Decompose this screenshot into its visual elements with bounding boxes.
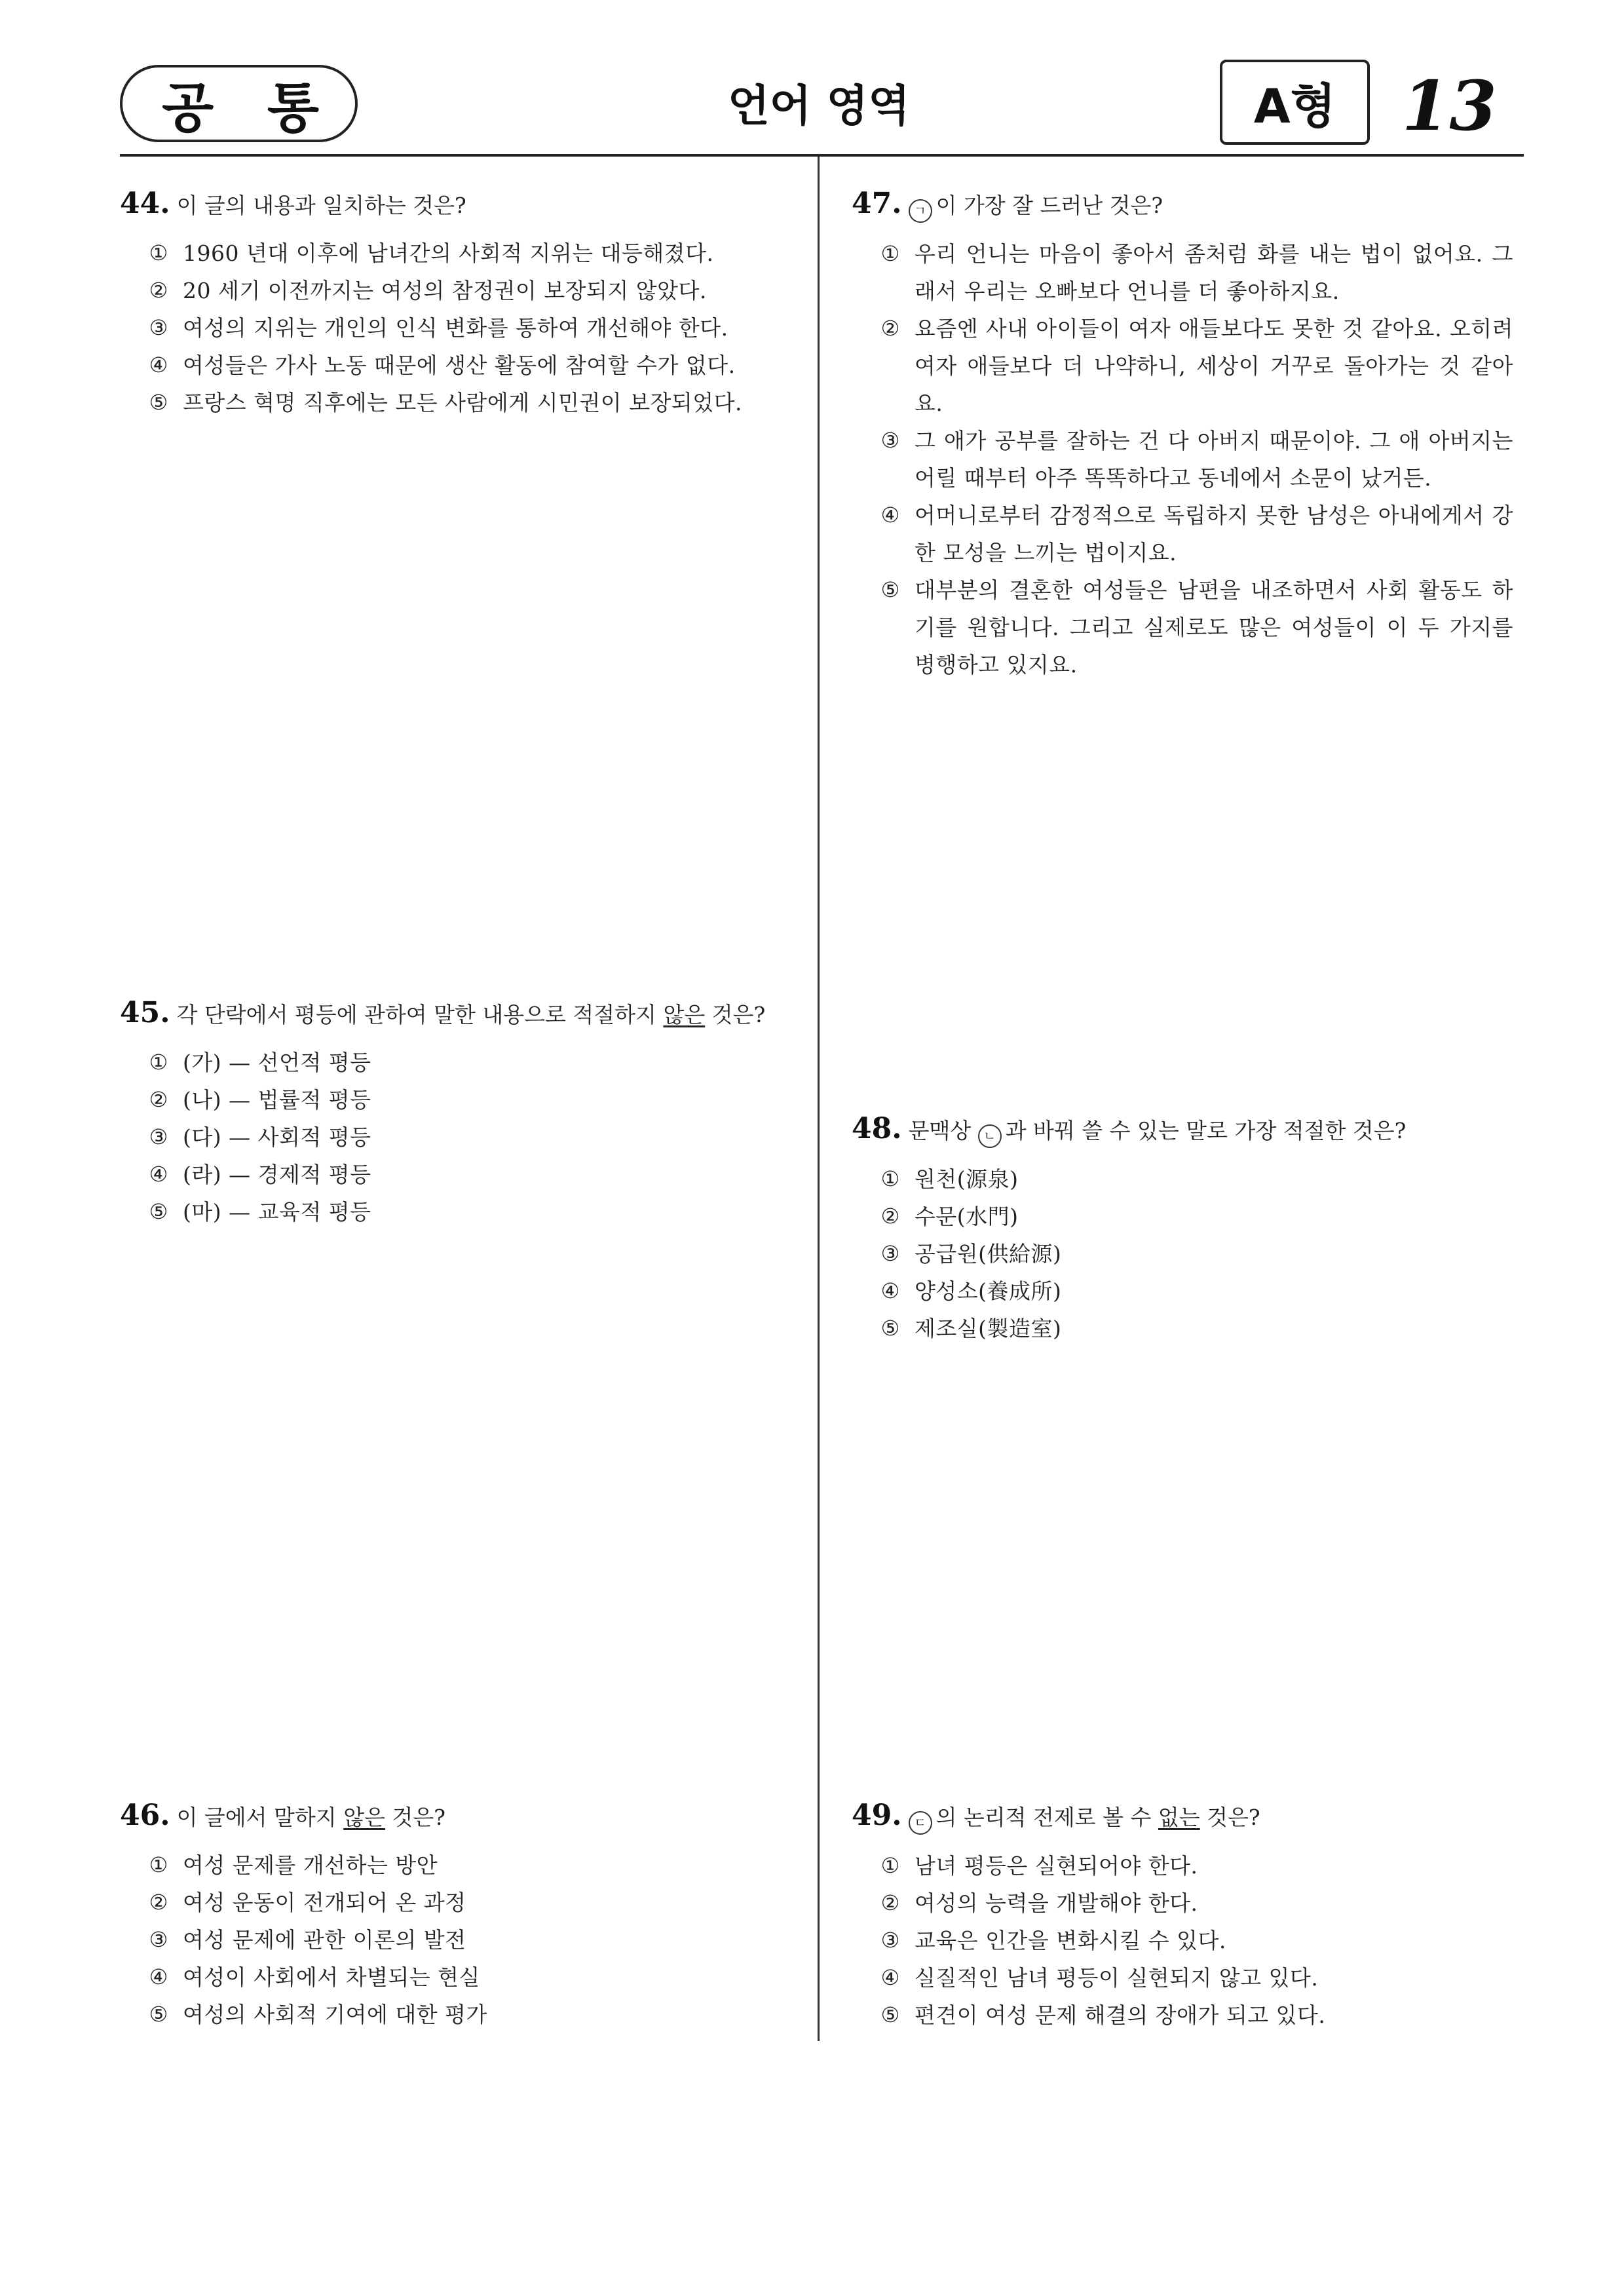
option-mark: ②: [880, 316, 900, 341]
option-item[interactable]: [120, 1921, 782, 1959]
option-mark: ③: [880, 1928, 900, 1953]
question-stem-emphasis: 없는: [1158, 1805, 1200, 1830]
question-49: [852, 1799, 1513, 2034]
common-badge-right-char: 통: [267, 77, 319, 140]
option-text: 요즘엔 사내 아이들이 여자 애들보다도 못한 것 같아요. 오히려 여자 애들보다 더 나약하니, 세상이 거꾸로 돌아가는 것 같아요.: [915, 316, 1513, 416]
question-48: [852, 1112, 1513, 1347]
page-title: 언어 영역: [727, 81, 910, 131]
option-text: (라) — 경제적 평등: [183, 1162, 371, 1187]
option-text: 여성의 사회적 기여에 대한 평가: [183, 2002, 487, 2027]
option-mark: ④: [880, 503, 900, 527]
circled-reference-mark: ㄷ: [909, 1811, 932, 1835]
option-text: 대부분의 결혼한 여성들은 남편을 내조하면서 사회 활동도 하기를 원합니다. 그리고 실제로도 많은 여성들이 이 두 가지를 병행하고 있지요.: [915, 577, 1513, 678]
option-item[interactable]: [852, 1959, 1513, 1997]
option-mark: ③: [880, 428, 900, 453]
header-divider: [120, 154, 1524, 157]
option-text: 수문(水門): [915, 1204, 1019, 1229]
option-item[interactable]: [120, 1884, 782, 1921]
option-item[interactable]: [852, 497, 1513, 571]
option-mark: ④: [149, 1964, 168, 1989]
question-45: [120, 996, 782, 1231]
option-text: 여성 문제를 개선하는 방안: [183, 1852, 438, 1878]
question-number: 46.: [120, 1799, 170, 1832]
option-text: 여성 운동이 전개되어 온 과정: [183, 1890, 466, 1915]
option-item[interactable]: [852, 1235, 1513, 1272]
option-list: [852, 1160, 1513, 1347]
circled-reference-mark: ㄴ: [978, 1124, 1002, 1148]
option-text: 여성의 능력을 개발해야 한다.: [915, 1890, 1198, 1916]
question-stem-before: 문맥상: [908, 1118, 978, 1143]
option-item[interactable]: [852, 422, 1513, 497]
option-item[interactable]: [852, 1272, 1513, 1310]
option-text: 여성의 지위는 개인의 인식 변화를 통하여 개선해야 한다.: [183, 315, 728, 341]
question-stem-emphasis: 않은: [343, 1805, 385, 1830]
question-stem: [177, 1801, 445, 1831]
question-stem-text: 이 가장 잘 드러난 것은?: [935, 193, 1163, 218]
option-text: 교육은 인간을 변화시킬 수 있다.: [915, 1928, 1226, 1953]
option-mark: ②: [149, 1890, 168, 1915]
option-mark: ③: [149, 1124, 168, 1149]
option-text: 프랑스 혁명 직후에는 모든 사람에게 시민권이 보장되었다.: [183, 390, 742, 415]
option-item[interactable]: [120, 384, 782, 421]
question-stem-before: 각 단락에서 평등에 관하여 말한 내용으로 적절하지: [176, 1002, 664, 1027]
option-item[interactable]: [852, 1847, 1513, 1885]
option-text: 1960 년대 이후에 남녀간의 사회적 지위는 대등해졌다.: [183, 240, 714, 266]
option-item[interactable]: [120, 1959, 782, 1996]
option-mark: ①: [149, 1852, 168, 1877]
question-number: 45.: [120, 996, 170, 1029]
column-divider: [818, 157, 820, 2041]
option-item[interactable]: [120, 272, 782, 309]
question-stem-after: 것은?: [385, 1805, 445, 1830]
option-item[interactable]: [120, 1996, 782, 2033]
option-item[interactable]: [852, 310, 1513, 422]
question-number: 47.: [852, 187, 902, 220]
option-item[interactable]: [852, 1997, 1513, 2034]
option-item[interactable]: [120, 235, 782, 272]
option-mark: ⑤: [149, 390, 168, 415]
question-stem-after: 것은?: [705, 1002, 766, 1027]
option-list: [120, 235, 782, 421]
question-stem-before: 의 논리적 전제로 볼 수: [935, 1805, 1158, 1830]
page-number: 13: [1402, 66, 1497, 146]
option-mark: ②: [880, 1890, 900, 1915]
option-item[interactable]: [852, 1160, 1513, 1198]
option-mark: ②: [149, 1087, 168, 1112]
option-text: 20 세기 이전까지는 여성의 참정권이 보장되지 않았다.: [183, 278, 707, 303]
option-item[interactable]: [120, 1081, 782, 1119]
option-mark: ⑤: [149, 1199, 168, 1224]
option-item[interactable]: [120, 309, 782, 347]
question-stem: [909, 189, 1163, 221]
question-stem: [909, 1801, 1260, 1833]
circled-reference-mark: ㄱ: [909, 199, 932, 223]
option-text: 여성 문제에 관한 이론의 발전: [183, 1927, 466, 1953]
option-text: (마) — 교육적 평등: [183, 1199, 371, 1225]
option-item[interactable]: [852, 235, 1513, 310]
question-stem-text: 과 바꿔 쓸 수 있는 말로 가장 적절한 것은?: [1005, 1118, 1407, 1143]
option-item[interactable]: [120, 347, 782, 384]
common-badge: [120, 65, 358, 142]
option-text: 여성이 사회에서 차별되는 현실: [183, 1964, 480, 1990]
option-item[interactable]: [852, 1198, 1513, 1235]
option-mark: ③: [149, 1927, 168, 1952]
option-text: 그 애가 공부를 잘하는 건 다 아버지 때문이야. 그 애 아버지는 어릴 때부터 아주 똑똑하다고 동네에서 소문이 났거든.: [915, 428, 1513, 491]
option-item[interactable]: [120, 1193, 782, 1231]
option-mark: ⑤: [880, 577, 900, 602]
option-text: 어머니로부터 감정적으로 독립하지 못한 남성은 아내에게서 강한 모성을 느끼는 법이지요.: [915, 503, 1513, 565]
option-mark: ③: [880, 1241, 900, 1266]
option-item[interactable]: [852, 571, 1513, 683]
question-stem-before: 이 글에서 말하지: [176, 1805, 344, 1830]
option-mark: ①: [149, 1050, 168, 1075]
option-item[interactable]: [120, 1156, 782, 1193]
question-stem: [909, 1114, 1407, 1146]
question-stem: [177, 998, 766, 1029]
option-mark: ④: [880, 1965, 900, 1990]
option-text: (가) — 선언적 평등: [183, 1050, 371, 1075]
option-mark: ①: [880, 1166, 900, 1191]
question-stem-emphasis: 않은: [663, 1002, 706, 1027]
option-text: 양성소(養成所): [915, 1278, 1062, 1304]
question-stem: 이 글의 내용과 일치하는 것은?: [176, 193, 466, 218]
option-mark: ⑤: [880, 2002, 900, 2027]
option-item[interactable]: [120, 1044, 782, 1081]
option-text: 우리 언니는 마음이 좋아서 좀처럼 화를 내는 법이 없어요. 그래서 우리는 오빠보다 언니를 더 좋아하지요.: [915, 241, 1513, 304]
option-mark: ①: [880, 1853, 900, 1878]
option-item[interactable]: [852, 1885, 1513, 1922]
option-text: 실질적인 남녀 평등이 실현되지 않고 있다.: [915, 1965, 1319, 1991]
option-mark: ⑤: [880, 1316, 900, 1341]
option-item[interactable]: [120, 1846, 782, 1884]
option-mark: ②: [149, 278, 168, 303]
option-text: 원천(源泉): [915, 1166, 1019, 1192]
option-text: 편견이 여성 문제 해결의 장애가 되고 있다.: [915, 2002, 1326, 2028]
option-text: (나) — 법률적 평등: [183, 1087, 371, 1113]
option-list: [852, 1847, 1513, 2034]
question-47: [852, 187, 1513, 683]
option-text: 제조실(製造室): [915, 1316, 1062, 1341]
question-number: 44.: [120, 187, 170, 220]
question-44: [120, 187, 782, 421]
question-number: 48.: [852, 1112, 902, 1145]
question-46: [120, 1799, 782, 2033]
option-text: 여성들은 가사 노동 때문에 생산 활동에 참여할 수가 없다.: [183, 353, 736, 378]
option-list: [120, 1044, 782, 1231]
option-mark: ①: [149, 240, 168, 265]
option-item[interactable]: [120, 1119, 782, 1156]
common-badge-left-char: 공: [162, 77, 214, 140]
option-text: 공급원(供給源): [915, 1241, 1062, 1267]
option-mark: ①: [880, 241, 900, 266]
question-stem-after: 것은?: [1199, 1805, 1260, 1830]
question-number: 49.: [852, 1799, 902, 1832]
option-list: [120, 1846, 782, 2033]
option-mark: ⑤: [149, 2002, 168, 2027]
option-mark: ④: [149, 1162, 168, 1187]
option-list: [852, 235, 1513, 683]
option-mark: ④: [149, 353, 168, 377]
option-mark: ③: [149, 315, 168, 340]
option-item[interactable]: [852, 1922, 1513, 1959]
option-mark: ④: [880, 1278, 900, 1303]
option-text: 남녀 평등은 실현되어야 한다.: [915, 1853, 1198, 1879]
option-mark: ②: [880, 1204, 900, 1229]
option-text: (다) — 사회적 평등: [183, 1124, 371, 1150]
option-item[interactable]: [852, 1310, 1513, 1347]
exam-type-badge: A형: [1220, 60, 1370, 145]
